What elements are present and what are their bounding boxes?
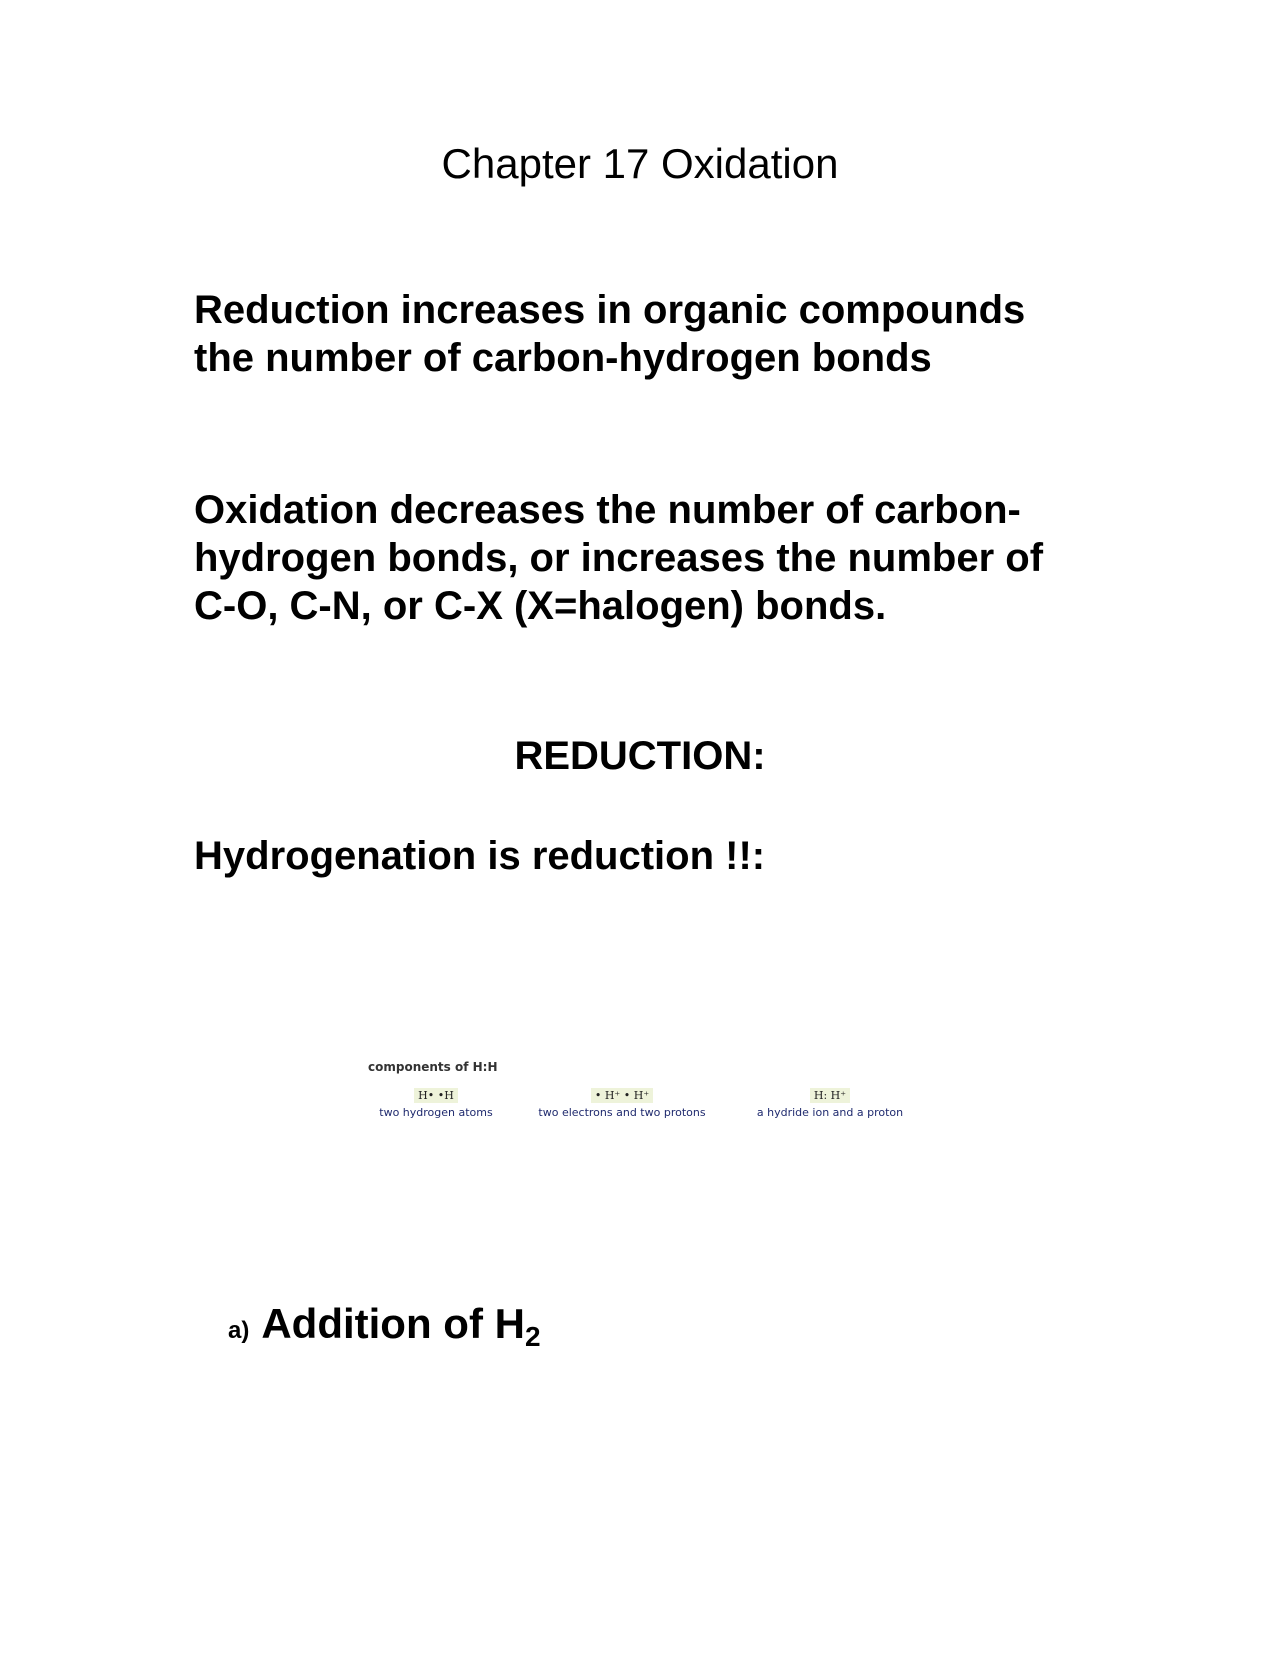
hydrogenation-statement: Hydrogenation is reduction !!: <box>194 834 766 878</box>
page-title: Chapter 17 Oxidation <box>441 140 839 187</box>
component-caption: two hydrogen atoms <box>379 1106 493 1119</box>
component-hydrogen-atoms <box>368 1084 504 1120</box>
subscript-two: 2 <box>524 1321 541 1352</box>
component-caption: two electrons and two protons <box>538 1106 706 1119</box>
list-marker: a) <box>228 1317 250 1344</box>
component-electrons-protons <box>524 1084 720 1120</box>
hydrogen-components-figure <box>368 1060 928 1120</box>
addition-text: Addition of H <box>261 1300 525 1347</box>
component-caption: a hydride ion and a proton <box>756 1106 904 1119</box>
component-formula: H: H⁺ <box>810 1088 850 1103</box>
section-heading-reduction: REDUCTION: <box>514 734 766 778</box>
figure-title: components of H:H <box>368 1060 498 1074</box>
addition-of-h2-heading <box>228 1300 541 1353</box>
component-formula: H• •H <box>414 1088 458 1103</box>
component-hydride-proton <box>742 1084 918 1120</box>
component-formula: • H⁺ • H⁺ <box>591 1088 653 1103</box>
reduction-definition: Reduction increases in organic compounds the number of carbon-hydrogen bonds <box>194 288 1026 380</box>
oxidation-definition: Oxidation decreases the number of carbon-hydrogen bonds, or increases the number of C-O, C-N, or C-X (X=halogen) bonds. <box>194 488 1044 628</box>
